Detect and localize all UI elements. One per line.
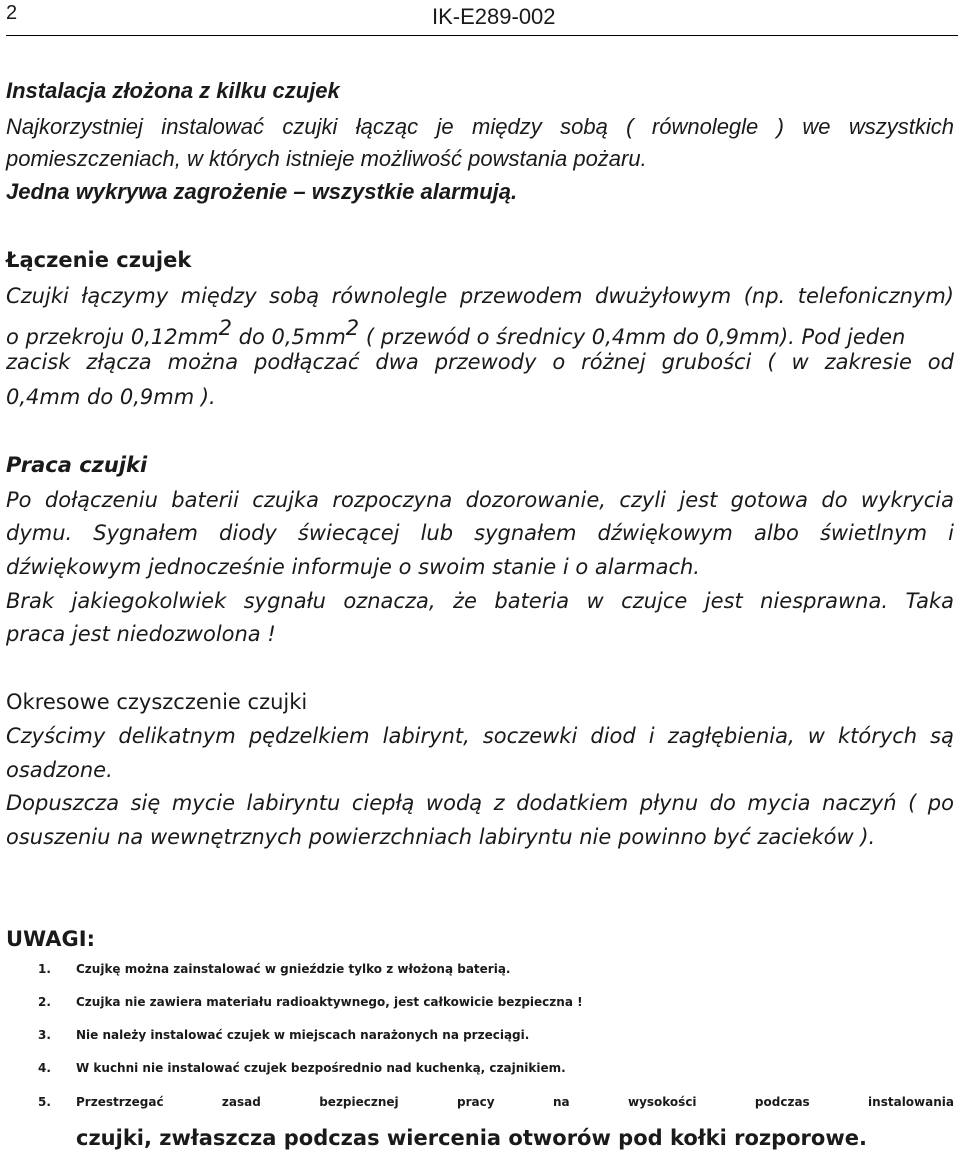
list-item-number: 3. xyxy=(38,1028,51,1042)
list-item-continuation: czujki, zwłaszcza podczas wiercenia otworów pod kołki rozporowe. xyxy=(76,1126,867,1150)
list-item-text: W kuchni nie instalować czujek bezpośrednio nad kuchenką, czajnikiem. xyxy=(76,1061,566,1075)
document-code: IK-E289-002 xyxy=(432,4,556,29)
list-item-number: 4. xyxy=(38,1061,51,1075)
paragraph-line: dźwiękowym jednocześnie informuje o swoim stanie i o alarmach. xyxy=(6,555,700,579)
text-span: o przekroju 0,12mm xyxy=(6,325,219,349)
paragraph-line: Dopuszcza się mycie labiryntu ciepłą wodą z dodatkiem płynu do mycia naczyń ( po xyxy=(6,791,954,815)
list-item-number: 1. xyxy=(38,962,51,976)
section-heading-installation: Instalacja złożona z kilku czujek xyxy=(6,78,340,103)
paragraph-line: dymu. Sygnałem diody świecącej lub sygnałem dźwiękowym albo świetlnym i xyxy=(6,521,954,545)
list-item-text: Czujkę można zainstalować w gnieździe tylko z włożoną baterią. xyxy=(76,962,511,976)
paragraph-line: 0,4mm do 0,9mm ). xyxy=(6,385,216,409)
section-heading-cleaning: Okresowe czyszczenie czujki xyxy=(6,690,308,714)
paragraph-line: Brak jakiegokolwiek sygnału oznacza, że bateria w czujce jest niesprawna. Taka xyxy=(6,589,954,613)
paragraph-line: Po dołączeniu baterii czujka rozpoczyna dozorowanie, czyli jest gotowa do wykrycia xyxy=(6,488,954,512)
notes-heading: UWAGI: xyxy=(6,927,95,951)
page-number: 2 xyxy=(6,2,18,24)
header-divider xyxy=(6,35,958,36)
paragraph-line: Najkorzystniej instalować czujki łącząc je między sobą ( równolegle ) we wszystkich xyxy=(6,114,954,139)
text-span: do 0,5mm xyxy=(231,325,346,349)
paragraph-line: pomieszczeniach, w których istnieje możliwość powstania pożaru. xyxy=(6,146,647,171)
paragraph-line: Czyścimy delikatnym pędzelkiem labirynt, soczewki diod i zagłębienia, w których są xyxy=(6,724,954,748)
paragraph-line: osuszeniu na wewnętrznych powierzchniach labiryntu nie powinno być zacieków ). xyxy=(6,825,876,849)
list-item-number: 5. xyxy=(38,1095,51,1109)
paragraph-line: praca jest niedozwolona ! xyxy=(6,622,276,646)
superscript: 2 xyxy=(218,316,232,340)
section-heading-operation: Praca czujki xyxy=(6,453,148,477)
paragraph-line-emphasis: Jedna wykrywa zagrożenie – wszystkie alarmują. xyxy=(6,179,518,204)
section-heading-connecting: Łączenie czujek xyxy=(6,248,192,272)
text-span: ( przewód o średnicy 0,4mm do 0,9mm). xyxy=(359,325,795,349)
list-item-text: Nie należy instalować czujek w miejscach narażonych na przeciągi. xyxy=(76,1028,530,1042)
list-item-number: 2. xyxy=(38,995,51,1009)
superscript: 2 xyxy=(345,316,360,340)
list-item-text: Przestrzegać zasad bezpiecznej pracy na wysokości podczas instalowania xyxy=(76,1095,954,1109)
paragraph-line: zacisk złącza można podłączać dwa przewody o różnej grubości ( w zakresie od xyxy=(6,350,954,374)
paragraph-line: osadzone. xyxy=(6,758,113,782)
text-span: Pod jeden xyxy=(794,325,906,349)
list-item-text: Czujka nie zawiera materiału radioaktywnego, jest całkowicie bezpieczna ! xyxy=(76,995,583,1009)
paragraph-line-mixed xyxy=(6,318,954,348)
paragraph-line: Czujki łączymy między sobą równolegle przewodem dwużyłowym (np. telefonicznym) xyxy=(6,284,954,308)
